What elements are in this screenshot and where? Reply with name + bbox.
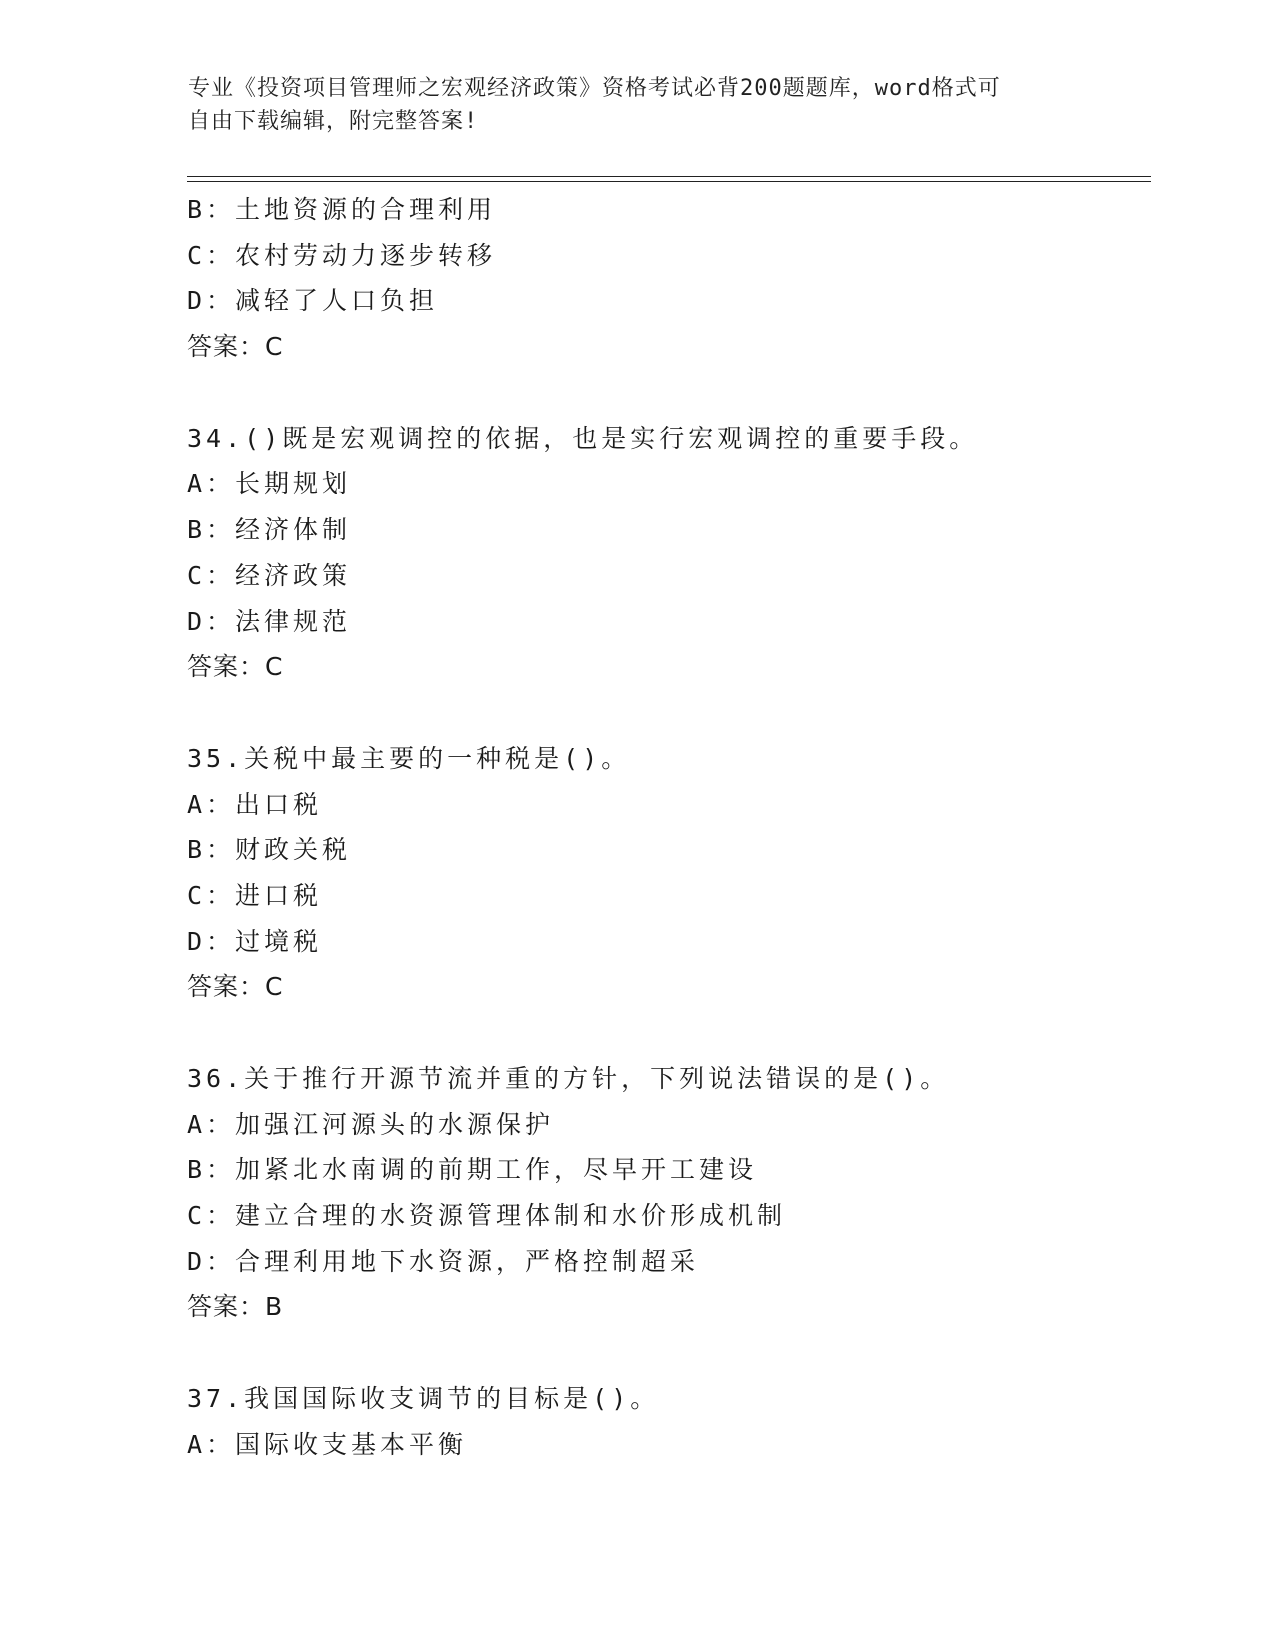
header-divider-bottom <box>187 181 1151 182</box>
option-b: B：经济体制 <box>187 515 352 545</box>
document-header <box>188 72 1088 138</box>
answer: 答案：C <box>187 972 284 1002</box>
question-block-33-continued <box>187 187 1147 370</box>
question-block-37 <box>187 1376 1147 1467</box>
answer: 答案：C <box>187 652 284 682</box>
option-c: C：进口税 <box>187 880 323 910</box>
option-d: D：法律规范 <box>187 606 352 636</box>
option-c: C：建立合理的水资源管理体制和水价形成机制 <box>187 1201 787 1231</box>
question-block-34 <box>187 416 1147 690</box>
answer: 答案：B <box>187 1292 284 1322</box>
question-block-35 <box>187 736 1147 1010</box>
option-a: A：出口税 <box>187 789 323 819</box>
option-a: A：国际收支基本平衡 <box>187 1429 468 1459</box>
question-stem: 34.()既是宏观调控的依据，也是实行宏观调控的重要手段。 <box>187 423 979 453</box>
option-b: B：加紧北水南调的前期工作，尽早开工建设 <box>187 1155 758 1185</box>
question-stem: 35.关税中最主要的一种税是()。 <box>187 743 631 773</box>
question-stem: 36.关于推行开源节流并重的方针，下列说法错误的是()。 <box>187 1064 950 1093</box>
question-block-36 <box>187 1056 1147 1330</box>
option-d: D：减轻了人口负担 <box>187 286 439 316</box>
question-list <box>187 187 1147 1468</box>
option-d: D：合理利用地下水资源，严格控制超采 <box>187 1246 700 1276</box>
question-stem: 37.我国国际收支调节的目标是()。 <box>187 1384 660 1414</box>
header-divider-top <box>187 176 1151 177</box>
option-b: B：土地资源的合理利用 <box>187 195 497 224</box>
answer: 答案：C <box>187 332 284 362</box>
option-a: A：加强江河源头的水源保护 <box>187 1109 555 1139</box>
header-line-1: 专业《投资项目管理师之宏观经济政策》资格考试必背200题题库，word格式可 <box>188 76 1001 101</box>
option-c: C：农村劳动力逐步转移 <box>187 240 497 270</box>
option-d: D：过境税 <box>187 926 323 956</box>
header-line-2: 自由下载编辑，附完整答案! <box>188 109 479 134</box>
option-b: B：财政关税 <box>187 835 352 865</box>
option-a: A：长期规划 <box>187 469 352 499</box>
option-c: C：经济政策 <box>187 560 352 590</box>
